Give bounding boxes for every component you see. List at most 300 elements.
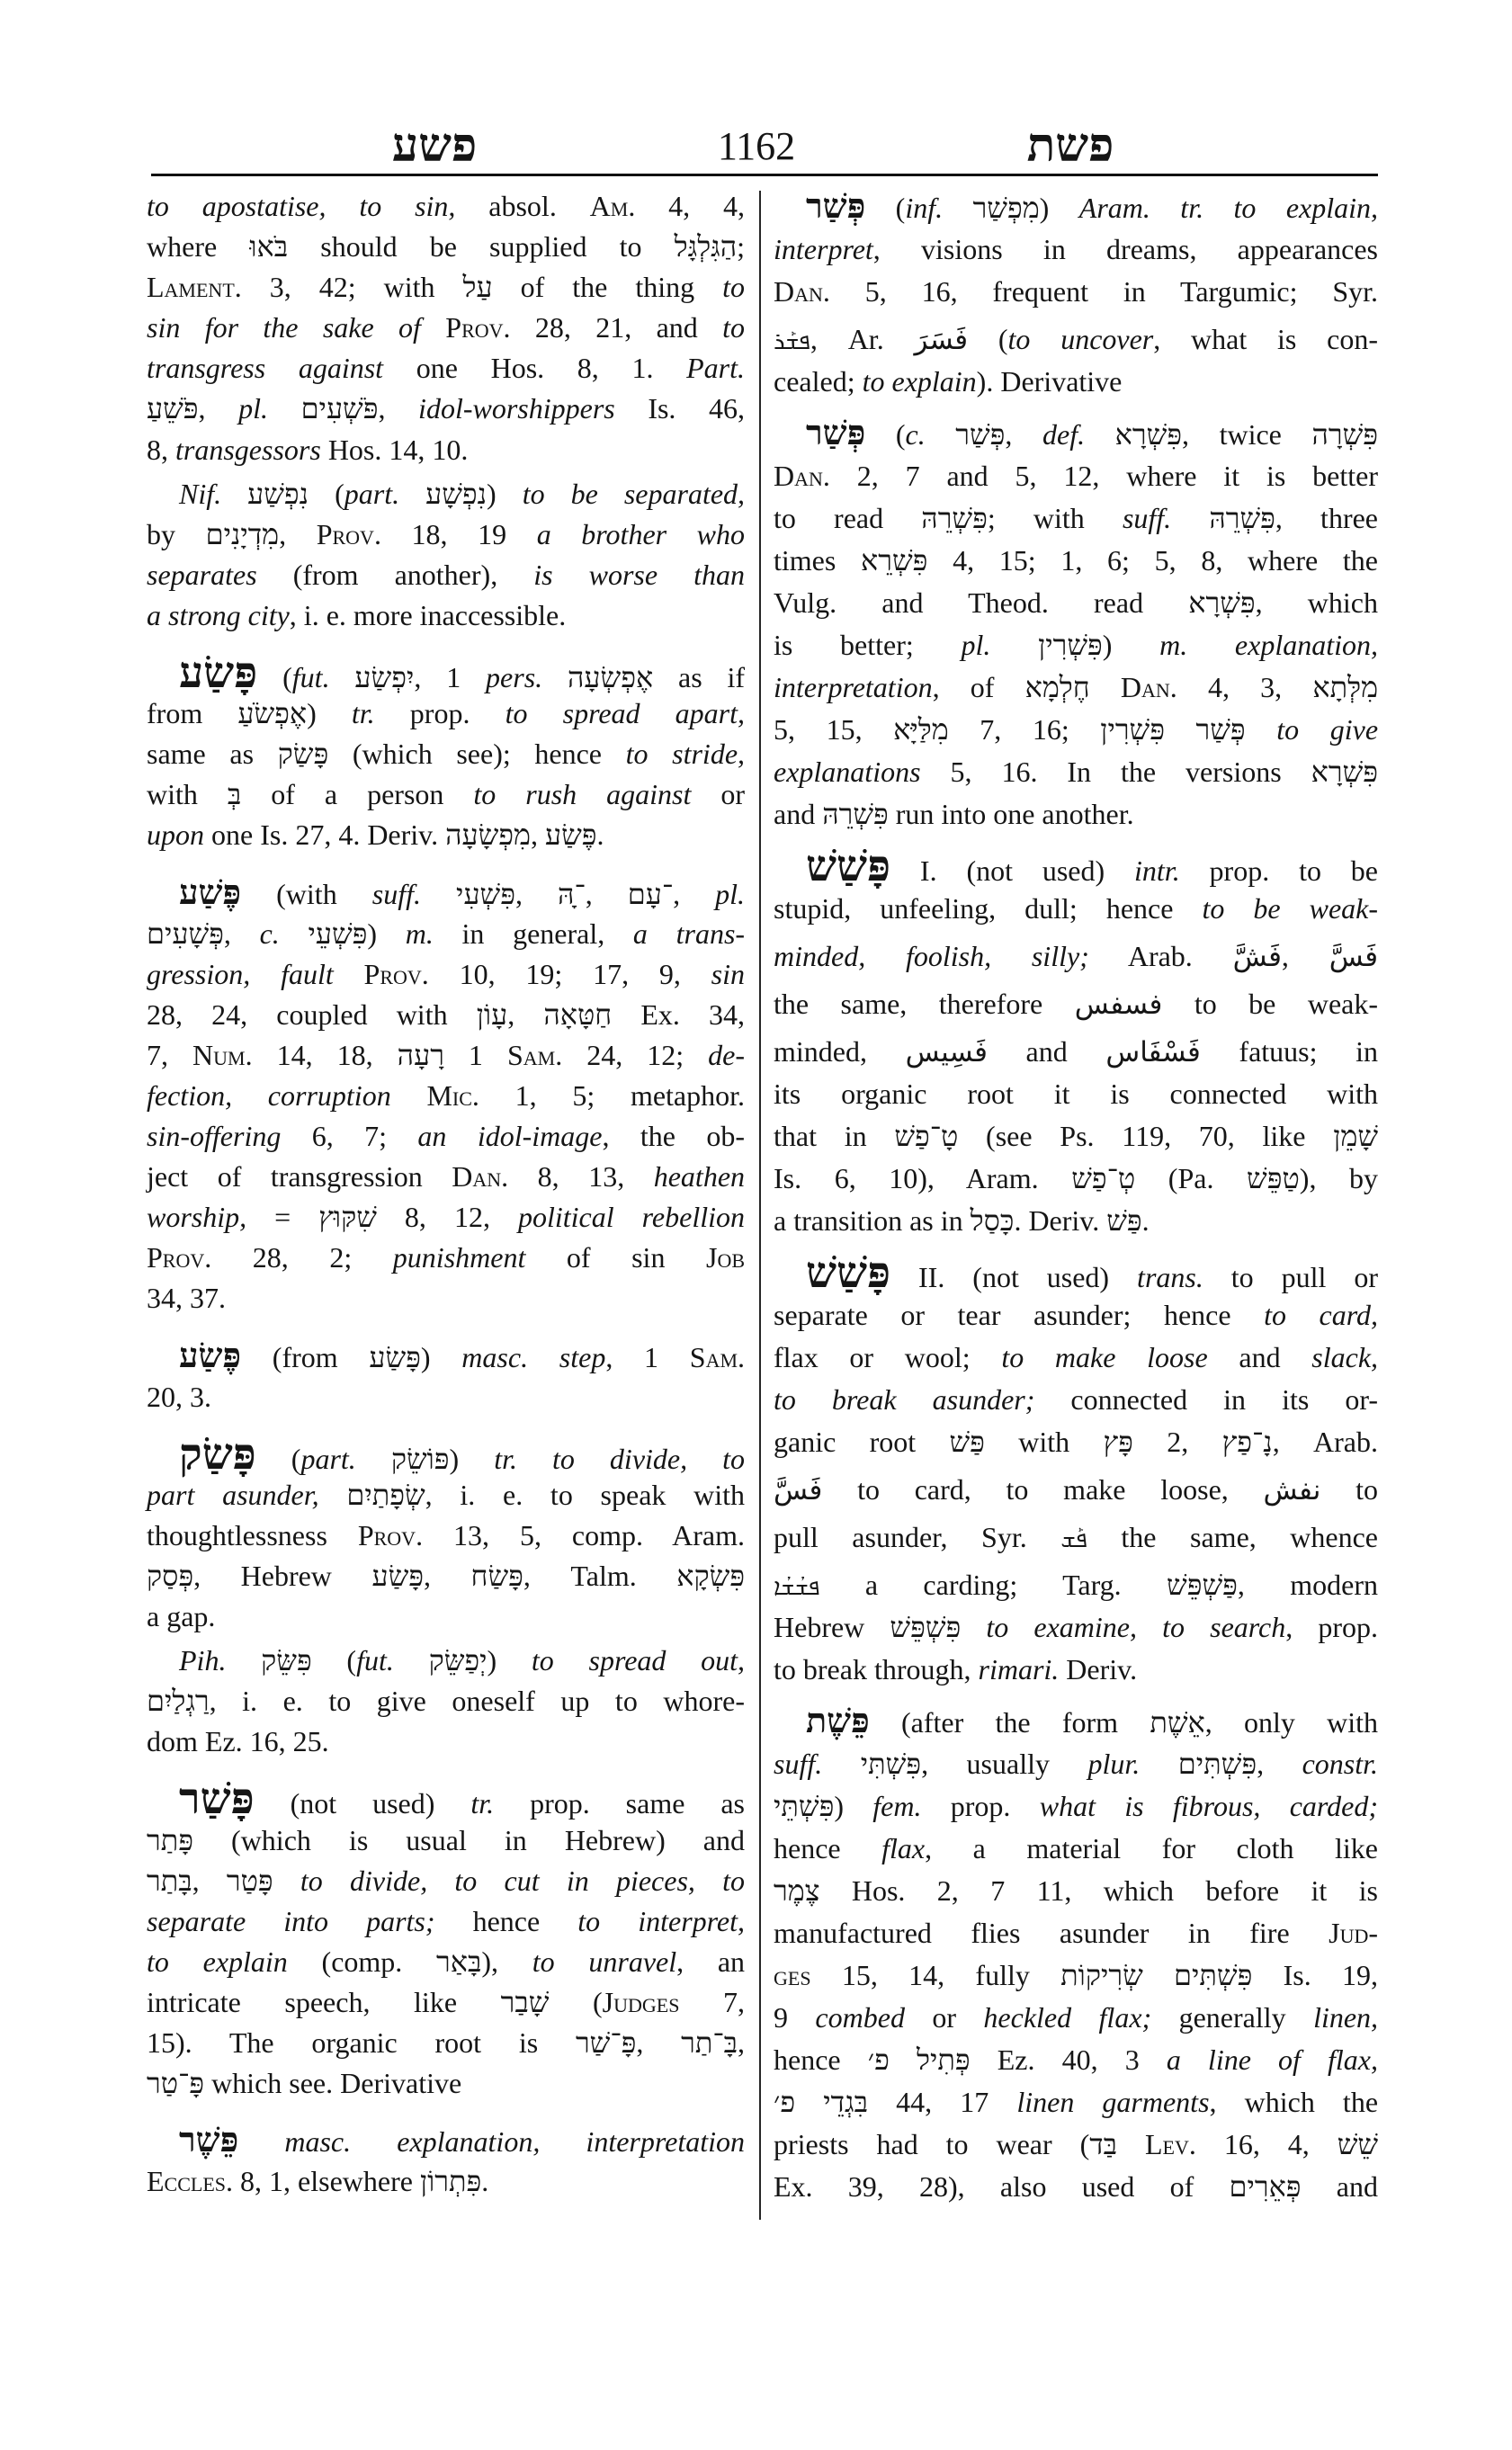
text-line — [774, 2039, 1378, 2081]
hebrew-word: פִּשְׁרָה — [1311, 418, 1378, 451]
text-run: and — [1207, 1341, 1312, 1373]
text-line — [774, 497, 1378, 540]
hebrew-word: פְּתִיל פ׳ — [867, 2043, 971, 2076]
text-run: , which the — [1209, 2086, 1379, 2118]
text-run: hence — [774, 2043, 868, 2076]
italic-text: to apostatise, to sin, — [147, 190, 456, 222]
hebrew-word: שָׁמֵן — [1333, 1120, 1379, 1152]
text-run: ) — [307, 697, 352, 730]
text-run: where — [147, 230, 250, 264]
text-run: minded, — [774, 1035, 906, 1068]
italic-text: fut. — [356, 1644, 394, 1677]
italic-text: tr. to divide, to — [494, 1442, 746, 1475]
text-run: , three — [1275, 502, 1379, 534]
syriac-word: ܦܰܫ — [1060, 1526, 1087, 1553]
hebrew-word: פָּ־טַר — [147, 2067, 205, 2100]
text-run — [1090, 671, 1121, 703]
hebrew-word: פִּשְׁרָא — [1311, 756, 1378, 788]
text-run: (comp. — [287, 1945, 437, 1978]
text-line — [147, 1681, 745, 1721]
text-line — [774, 1870, 1378, 1912]
text-run: Ex. 34, — [612, 997, 746, 1031]
italic-text: constr. — [1302, 1748, 1379, 1780]
hebrew-word: בָּתַר — [147, 1864, 192, 1897]
text-run: , what is con- — [1153, 323, 1379, 355]
hebrew-word: פִּשְׁעִי — [456, 877, 515, 910]
hebrew-word: נָ־פַץ — [1221, 1426, 1273, 1458]
text-run — [1085, 418, 1115, 451]
hebrew-word: פִּשְׁרֵהּ — [921, 502, 988, 534]
italic-text: fection, corruption — [147, 1078, 391, 1112]
text-run: (which is usual in Hebrew) and — [193, 1823, 745, 1856]
text-line — [774, 1511, 1378, 1559]
italic-text: upon — [147, 818, 204, 852]
text-run: ) — [420, 1340, 462, 1373]
italic-text: c. — [905, 418, 926, 451]
text-run — [273, 1864, 300, 1897]
hebrew-word: רַגְלַיִם — [147, 1685, 210, 1718]
headword: פְּשַׁר — [806, 188, 866, 226]
text-run — [319, 1479, 347, 1511]
text-run: Is. 6, 10), Aram. — [774, 1162, 1072, 1194]
text-run: separate or tear asunder; hence — [774, 1299, 1265, 1331]
text-run: 1 — [443, 1038, 507, 1071]
text-line — [774, 1025, 1378, 1073]
text-line — [147, 873, 745, 914]
text-run: 13, 5, comp. Aram. — [423, 1518, 746, 1551]
italic-text: pl. — [238, 392, 268, 425]
italic-text: Pih. — [179, 1644, 227, 1677]
hebrew-word: אֶפְשֹׂעַ — [237, 697, 308, 730]
text-line — [147, 1278, 745, 1319]
text-run: and — [1301, 2170, 1379, 2203]
text-line — [774, 1421, 1378, 1463]
dictionary-entry-sub — [147, 1641, 745, 1762]
headword: פֵּשֶׁר — [179, 2122, 239, 2160]
hebrew-word: ־עָם — [627, 877, 674, 910]
text-run: priests had to wear ( — [774, 2128, 1090, 2160]
text-line — [774, 1997, 1378, 2039]
text-run: ), by — [1299, 1162, 1379, 1194]
italic-text: inf. — [905, 192, 944, 224]
hebrew-word: פִּשְׁרֵהּ — [1209, 502, 1275, 534]
text-run: to read — [774, 502, 922, 534]
text-run: , of — [932, 671, 1025, 703]
text-line — [147, 430, 745, 470]
text-run: that in — [774, 1120, 895, 1152]
text-run: 7, — [147, 1038, 193, 1071]
arabic-word: فَسَرَ — [914, 324, 969, 356]
italic-text: trans. — [1137, 1261, 1203, 1293]
text-line — [147, 474, 745, 514]
book-reference: Prov. — [147, 1241, 212, 1274]
italic-text: masc. step — [461, 1340, 606, 1373]
text-run: , — [738, 2026, 746, 2060]
text-line — [147, 914, 745, 954]
hebrew-word: מִפְשָׂעָה — [445, 818, 531, 852]
text-line — [147, 1775, 746, 1824]
text-line — [147, 995, 745, 1035]
italic-text: part. — [300, 1442, 356, 1475]
text-run: times — [774, 544, 862, 577]
text-run: (after the form — [869, 1706, 1150, 1739]
italic-text: part asunder, — [147, 1478, 319, 1511]
text-run — [399, 478, 425, 510]
hebrew-word: טְ־פַשׁ — [1071, 1162, 1136, 1194]
arabic-word: فسفس — [1074, 988, 1163, 1021]
hebrew-word: פֶּשַׂע — [545, 818, 597, 852]
dictionary-entry-main — [774, 1701, 1378, 2208]
italic-text: heckled flax; — [983, 2001, 1152, 2034]
hebrew-word: פְּשַׁר פִּשְׁרִין — [1100, 713, 1246, 746]
hebrew-word: פָּטַר — [226, 1864, 273, 1897]
text-line — [774, 1294, 1378, 1337]
book-reference: Sam. — [689, 1340, 746, 1373]
text-line — [774, 888, 1378, 930]
text-line — [774, 271, 1378, 313]
text-line — [774, 1606, 1378, 1649]
text-run: prop. same as — [494, 1787, 746, 1820]
headword: פֶּשַׂע — [179, 1337, 242, 1375]
running-head-right-guide-word: פשת — [1026, 121, 1114, 172]
text-run: ) — [367, 917, 406, 950]
hebrew-word: טַפֵּשׁ — [1247, 1162, 1300, 1194]
text-run: , Hebrew — [193, 1560, 372, 1592]
book-reference: Judges — [602, 1985, 680, 2018]
text-run: ) — [487, 1644, 532, 1677]
text-line — [774, 2081, 1378, 2124]
hebrew-word: פָּשַׂק — [277, 738, 329, 771]
headword: פָּשַׂע — [179, 649, 258, 698]
text-run: 5, 16, frequent in Targumic; Syr. — [829, 275, 1378, 308]
hebrew-word: שִׁקּוּץ — [318, 1201, 377, 1234]
text-run: 28, 21, and — [510, 311, 723, 344]
text-line — [147, 1475, 745, 1516]
text-run: 15, 14, fully — [810, 1959, 1061, 1991]
text-run: Arab. — [1088, 940, 1233, 972]
text-line — [147, 1982, 745, 2023]
text-line — [774, 666, 1378, 709]
book-reference: Dan. — [774, 460, 830, 492]
text-line — [147, 1942, 745, 1982]
text-line — [774, 793, 1378, 836]
text-run: prop. to be — [1179, 854, 1379, 887]
text-run: , — [279, 517, 317, 550]
italic-text: Nif. — [179, 477, 222, 510]
text-run: ; — [737, 230, 746, 264]
hebrew-word: בִּגְדֵי פ׳ — [774, 2086, 869, 2118]
running-head — [0, 119, 1512, 174]
text-run: from — [147, 697, 238, 730]
text-run: . Deriv. — [1014, 1204, 1107, 1237]
text-run: 5, 15, — [774, 713, 894, 746]
text-run: flax or wool; — [774, 1341, 1002, 1373]
italic-text: to card, — [1264, 1299, 1379, 1331]
text-run: , — [1257, 1748, 1302, 1780]
text-run: to break through, — [774, 1653, 979, 1685]
text-line — [774, 751, 1378, 793]
text-run: ( — [257, 661, 292, 694]
text-line — [147, 1430, 746, 1479]
hebrew-word: פִּשְׁפֵּשׁ — [890, 1611, 962, 1643]
text-line — [774, 1785, 1378, 1828]
hebrew-word: פְּסַק — [147, 1560, 194, 1592]
text-line — [774, 186, 1378, 228]
book-reference: Prov. — [363, 957, 429, 990]
arabic-word: نفش — [1263, 1474, 1321, 1507]
text-line — [147, 693, 745, 734]
text-run: and — [987, 1035, 1106, 1068]
dictionary-entry-main — [774, 413, 1378, 836]
text-line — [774, 455, 1378, 497]
arabic-word: فَسِيس — [905, 1036, 988, 1069]
hebrew-word: פָּשַׂע — [369, 1340, 421, 1373]
dictionary-entry-main — [147, 1337, 745, 1417]
italic-text: to divide, to cut in pieces, to — [300, 1864, 746, 1897]
text-run: 2, — [1132, 1426, 1222, 1458]
italic-text: part. — [344, 477, 400, 510]
text-run: ( — [549, 1985, 603, 2018]
text-line — [774, 930, 1378, 978]
italic-text: separate into parts; — [147, 1904, 435, 1937]
column-right — [774, 186, 1378, 2208]
text-run — [1246, 713, 1277, 746]
text-run: , — [585, 877, 628, 910]
hebrew-word: עַל — [462, 271, 493, 304]
text-run: 8, 1, elsewhere — [233, 2165, 420, 2198]
text-run: ) — [487, 477, 523, 510]
text-line — [147, 1377, 745, 1417]
italic-text: an idol-image — [417, 1120, 603, 1153]
text-run: , — [198, 392, 239, 425]
headword: פְּשַׁר — [806, 415, 866, 452]
text-run: , — [636, 2026, 682, 2060]
text-line — [147, 2023, 745, 2063]
text-run — [221, 478, 247, 510]
text-line — [147, 514, 745, 555]
text-run — [1140, 1748, 1178, 1780]
text-line — [774, 2166, 1378, 2208]
text-run: . — [481, 2165, 489, 2198]
text-run: ( — [968, 323, 1008, 355]
hebrew-word: כָּסַל — [970, 1204, 1015, 1237]
hebrew-word: פָּ־שַׁר — [575, 2026, 637, 2060]
italic-text: plur. — [1087, 1748, 1141, 1780]
text-run: by — [147, 517, 206, 550]
hebrew-word: פִּשְׁרִין — [1038, 629, 1103, 661]
text-run: 4, 3, — [1176, 671, 1313, 703]
text-run: (with — [241, 877, 372, 910]
italic-text: transgessors — [175, 433, 321, 466]
hebrew-word: פִּשְׁרֵא — [861, 544, 928, 577]
text-line — [147, 555, 745, 595]
text-run: , the ob- — [602, 1120, 746, 1153]
italic-text: tr. — [351, 697, 375, 730]
hebrew-word: מִפְשַׁר — [972, 192, 1040, 224]
text-run: manufactured flies asunder in fire — [774, 1917, 1329, 1949]
italic-text: to explain — [147, 1945, 288, 1978]
text-run: in general, — [433, 917, 633, 950]
italic-text: worship, — [147, 1201, 247, 1234]
text-line — [147, 2161, 745, 2202]
text-run: , — [223, 917, 260, 950]
text-run: Ez. 40, 3 — [970, 2043, 1167, 2076]
text-run: 3, 42; with — [241, 271, 463, 304]
text-run: generally — [1151, 2001, 1314, 2034]
hebrew-word: פִּשְׁתִּי — [860, 1748, 922, 1780]
hebrew-word: פַּשׁ — [1106, 1204, 1142, 1237]
text-run: 16, 4, — [1195, 2128, 1338, 2160]
text-run: 7, — [679, 1985, 746, 2018]
text-run: II. (not used) — [890, 1261, 1138, 1293]
text-run: with — [147, 778, 228, 811]
text-run: . — [1141, 1204, 1150, 1237]
text-line — [147, 1820, 745, 1861]
text-run — [542, 661, 568, 693]
italic-text: to break asunder; — [774, 1383, 1035, 1416]
text-run: the same, therefore — [774, 988, 1075, 1020]
text-line — [774, 1743, 1378, 1785]
text-run — [226, 1644, 261, 1677]
text-run: , a material for cloth like — [925, 1832, 1378, 1864]
running-head-left-guide-word: פשע — [391, 121, 478, 172]
text-run — [822, 1748, 861, 1780]
text-run: , twice — [1182, 418, 1312, 451]
dictionary-entry-continuation — [147, 186, 745, 470]
text-run: I. (not used) — [890, 854, 1135, 887]
text-run: or — [691, 778, 746, 811]
hebrew-word: אֵשֶׁת — [1150, 1706, 1205, 1739]
text-run: 8, 13, — [508, 1160, 654, 1194]
text-run: , usually — [921, 1748, 1088, 1780]
text-run: cealed; — [774, 365, 863, 398]
italic-text: to make loose — [1001, 1341, 1208, 1373]
text-line — [147, 348, 745, 389]
text-run — [330, 661, 355, 693]
text-line — [774, 2124, 1378, 2166]
hebrew-word: שָׁבַר — [500, 1985, 550, 2018]
column-divider — [759, 191, 761, 2220]
text-run — [943, 192, 972, 224]
book-reference: Mic. — [426, 1078, 479, 1112]
text-run: , — [1005, 418, 1042, 451]
book-reference: Sam. — [506, 1038, 563, 1071]
text-line — [147, 734, 745, 774]
text-run: Is. 19, — [1252, 1959, 1379, 1991]
column-left — [147, 186, 745, 2202]
text-run: , only with — [1204, 1706, 1379, 1739]
italic-text: to unravel — [532, 1945, 677, 1978]
text-line — [774, 1701, 1378, 1743]
italic-text: de- — [708, 1038, 746, 1071]
hebrew-word: פִּשְׂקָא — [676, 1560, 746, 1592]
hebrew-word: פִּשְׁתִּים שְׂרִיקוֹת — [1060, 1959, 1253, 1991]
text-run: (which see); hence — [328, 738, 626, 771]
text-run — [421, 878, 456, 910]
italic-text: tr. — [470, 1787, 495, 1820]
text-run: Hos. 2, 7 11, which before it is — [819, 1874, 1378, 1907]
text-run: , Ar. — [810, 323, 915, 355]
text-run — [334, 958, 364, 990]
italic-text: def. — [1042, 418, 1086, 451]
text-run — [421, 311, 445, 344]
text-line — [774, 1463, 1378, 1511]
text-run: thoughtlessness — [147, 1518, 358, 1551]
text-line — [774, 1912, 1378, 1954]
italic-text: to give — [1276, 713, 1379, 746]
italic-text: fut. — [291, 661, 330, 694]
hebrew-word: מִלַּיָּא — [893, 713, 949, 746]
text-run: 7, 16; — [948, 713, 1101, 746]
dictionary-entry-main — [147, 1430, 746, 1637]
text-run: ( — [865, 418, 906, 451]
text-line — [774, 1379, 1378, 1421]
italic-text: is worse than — [533, 558, 746, 591]
text-line — [774, 1559, 1378, 1606]
text-run: connected in its or- — [1034, 1383, 1379, 1416]
text-run: (from another), — [256, 558, 534, 591]
text-run: 24, 12; — [562, 1038, 709, 1071]
italic-text: suff. — [1122, 502, 1172, 534]
italic-text: flax — [881, 1832, 926, 1864]
text-line — [147, 1337, 745, 1377]
text-run: prop. — [374, 697, 505, 730]
text-run: of the thing — [492, 271, 723, 304]
text-run: ganic root — [774, 1426, 950, 1458]
dictionary-entry-main — [147, 1775, 746, 2104]
italic-text: Part. — [686, 352, 745, 385]
headword: פֵּשֶׁת — [806, 1703, 870, 1740]
italic-text: to be weak- — [1202, 892, 1378, 925]
text-run: its organic root it is connected with — [774, 1077, 1378, 1110]
text-run: , which — [1255, 586, 1378, 619]
text-run: , modern — [1237, 1569, 1378, 1601]
italic-text: m. — [405, 917, 434, 950]
text-run: 14, 18, — [252, 1038, 398, 1071]
italic-text: pers. — [486, 661, 543, 694]
text-run: , prop. — [1285, 1611, 1379, 1643]
dictionary-entry-main — [147, 2121, 745, 2202]
text-run: one Hos. 8, 1. — [383, 352, 687, 385]
text-run: pull asunder, Syr. — [774, 1521, 1061, 1553]
arabic-word: فَسَّ — [1329, 941, 1379, 973]
text-run: 10, 19; 17, 9, — [428, 957, 711, 990]
text-line — [774, 1200, 1378, 1242]
text-run: , — [531, 818, 545, 852]
dictionary-entry-main — [774, 1249, 1379, 1691]
headword: פֶּשַׁע — [179, 873, 242, 912]
book-reference: Lev. — [1145, 2128, 1196, 2160]
text-line — [774, 413, 1378, 455]
text-run: 6, 7; — [281, 1120, 418, 1153]
headword: פָּשַׁר — [179, 1775, 255, 1824]
text-run: 1, 5; metaphor. — [479, 1078, 746, 1112]
dictionary-entry-main — [147, 873, 745, 1319]
hebrew-word: פּוֹשֵׂק — [390, 1442, 450, 1475]
text-run: Hebrew — [774, 1611, 890, 1643]
headword: פָּשַׁשׁ — [806, 1249, 891, 1297]
book-reference: ges — [774, 1959, 811, 1991]
italic-text: to stride, — [625, 738, 746, 771]
text-run — [990, 629, 1038, 661]
hebrew-word: עָוֹן — [476, 997, 508, 1031]
text-run: 18, 19 — [380, 517, 537, 550]
italic-text: explanations — [774, 756, 921, 788]
text-run — [1171, 502, 1209, 534]
hebrew-word: טָ־פַשׁ — [894, 1120, 959, 1152]
text-run: a carding; Targ. — [819, 1569, 1168, 1601]
hebrew-word: בָּ־תַר — [681, 2026, 738, 2060]
